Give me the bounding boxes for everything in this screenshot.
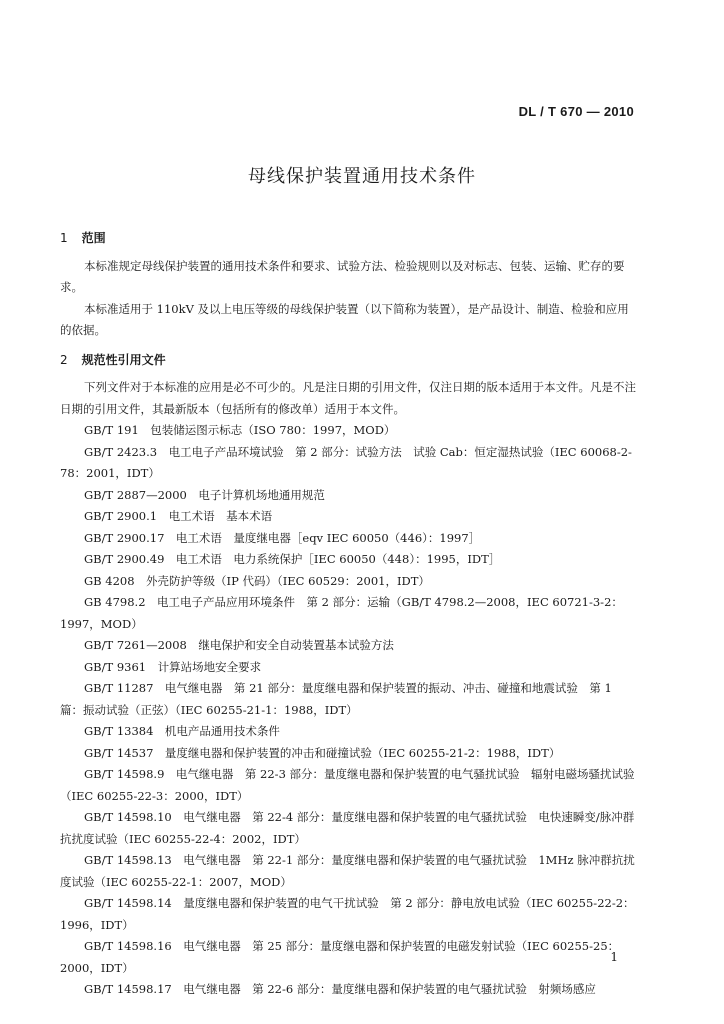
document-body bbox=[60, 228, 636, 1001]
reference-item: GB/T 2887—2000 电子计算机场地通用规范 bbox=[84, 487, 325, 502]
section-title: 范围 bbox=[81, 231, 106, 245]
standard-code: DL / T 670 — 2010 bbox=[518, 104, 634, 119]
reference-item: GB/T 9361 计算站场地安全要求 bbox=[84, 659, 262, 674]
paragraph: 下列文件对于本标准的应用是必不可少的。凡是注日期的引用文件，仅注日期的版本适用于本文件。凡是不注日期的引用文件，其最新版本（包括所有的修改单）适用于本文件。 bbox=[60, 380, 636, 416]
section-heading bbox=[60, 228, 636, 250]
reference-item: GB/T 14598.10 电气继电器 第 22-4 部分：量度继电器和保护装置的电气骚扰试验 电快速瞬变/脉冲群抗扰度试验（IEC 60255-22-4：2002，IDT） bbox=[60, 810, 635, 846]
reference-item: GB/T 14598.14 量度继电器和保护装置的电气干扰试验 第 2 部分：静电放电试验（IEC 60255-22-2：1996，IDT） bbox=[60, 896, 635, 932]
section-normative-references bbox=[60, 350, 636, 1001]
section-title: 规范性引用文件 bbox=[81, 352, 166, 367]
section-scope bbox=[60, 228, 636, 342]
section-number: 1 bbox=[60, 231, 68, 245]
reference-item: GB/T 2900.17 电工术语 量度继电器［eqv IEC 60050（446）：1997］ bbox=[84, 530, 481, 545]
page-number: 1 bbox=[610, 950, 618, 964]
reference-item: GB/T 11287 电气继电器 第 21 部分：量度继电器和保护装置的振动、冲击、碰撞和地震试验 第 1 篇：振动试验（正弦）（IEC 60255-21-1：1988，IDT） bbox=[60, 681, 612, 717]
reference-item: GB/T 14598.17 电气继电器 第 22-6 部分：量度继电器和保护装置的电气骚扰试验 射频场感应 bbox=[84, 982, 596, 996]
section-heading bbox=[60, 350, 636, 372]
document-title: 母线保护装置通用技术条件 bbox=[248, 166, 476, 187]
paragraph: 本标准适用于 110kV 及以上电压等级的母线保护装置（以下简称为装置），是产品设计、制造、检验和应用的依据。 bbox=[60, 301, 629, 337]
reference-item: GB/T 14537 量度继电器和保护装置的冲击和碰撞试验（IEC 60255-21-2：1988，IDT） bbox=[84, 745, 561, 760]
paragraph: 本标准规定母线保护装置的通用技术条件和要求、试验方法、检验规则以及对标志、包装、运输、贮存的要求。 bbox=[60, 258, 625, 294]
section-number: 2 bbox=[60, 352, 68, 367]
reference-item: GB/T 2900.1 电工术语 基本术语 bbox=[84, 509, 273, 523]
reference-item: GB/T 2423.3 电工电子产品环境试验 第 2 部分：试验方法 试验 Cab：恒定湿热试验（IEC 60068-2-78：2001，IDT） bbox=[60, 444, 632, 480]
reference-item: GB/T 7261—2008 继电保护和安全自动装置基本试验方法 bbox=[84, 638, 394, 652]
reference-item: GB/T 14598.9 电气继电器 第 22-3 部分：量度继电器和保护装置的电气骚扰试验 辐射电磁场骚扰试验（IEC 60255-22-3：2000，IDT） bbox=[60, 767, 635, 803]
reference-item: GB/T 13384 机电产品通用技术条件 bbox=[84, 724, 280, 738]
reference-item: GB 4208 外壳防护等级（IP 代码）（IEC 60529：2001，IDT） bbox=[84, 573, 430, 588]
reference-item: GB/T 191 包装储运图示标志（ISO 780：1997，MOD） bbox=[84, 423, 396, 437]
reference-item: GB/T 2900.49 电工术语 电力系统保护［IEC 60050（448）：1995，IDT］ bbox=[84, 552, 501, 566]
reference-item: GB/T 14598.16 电气继电器 第 25 部分：量度继电器和保护装置的电磁发射试验（IEC 60255-25：2000，IDT） bbox=[60, 939, 620, 975]
reference-item: GB/T 14598.13 电气继电器 第 22-1 部分：量度继电器和保护装置的电气骚扰试验 1MHz 脉冲群抗扰度试验（IEC 60255-22-1：2007，MOD） bbox=[60, 853, 635, 889]
reference-item: GB 4798.2 电工电子产品应用环境条件 第 2 部分：运输（GB/T 4798.2—2008，IEC 60721-3-2：1997，MOD） bbox=[60, 595, 623, 631]
